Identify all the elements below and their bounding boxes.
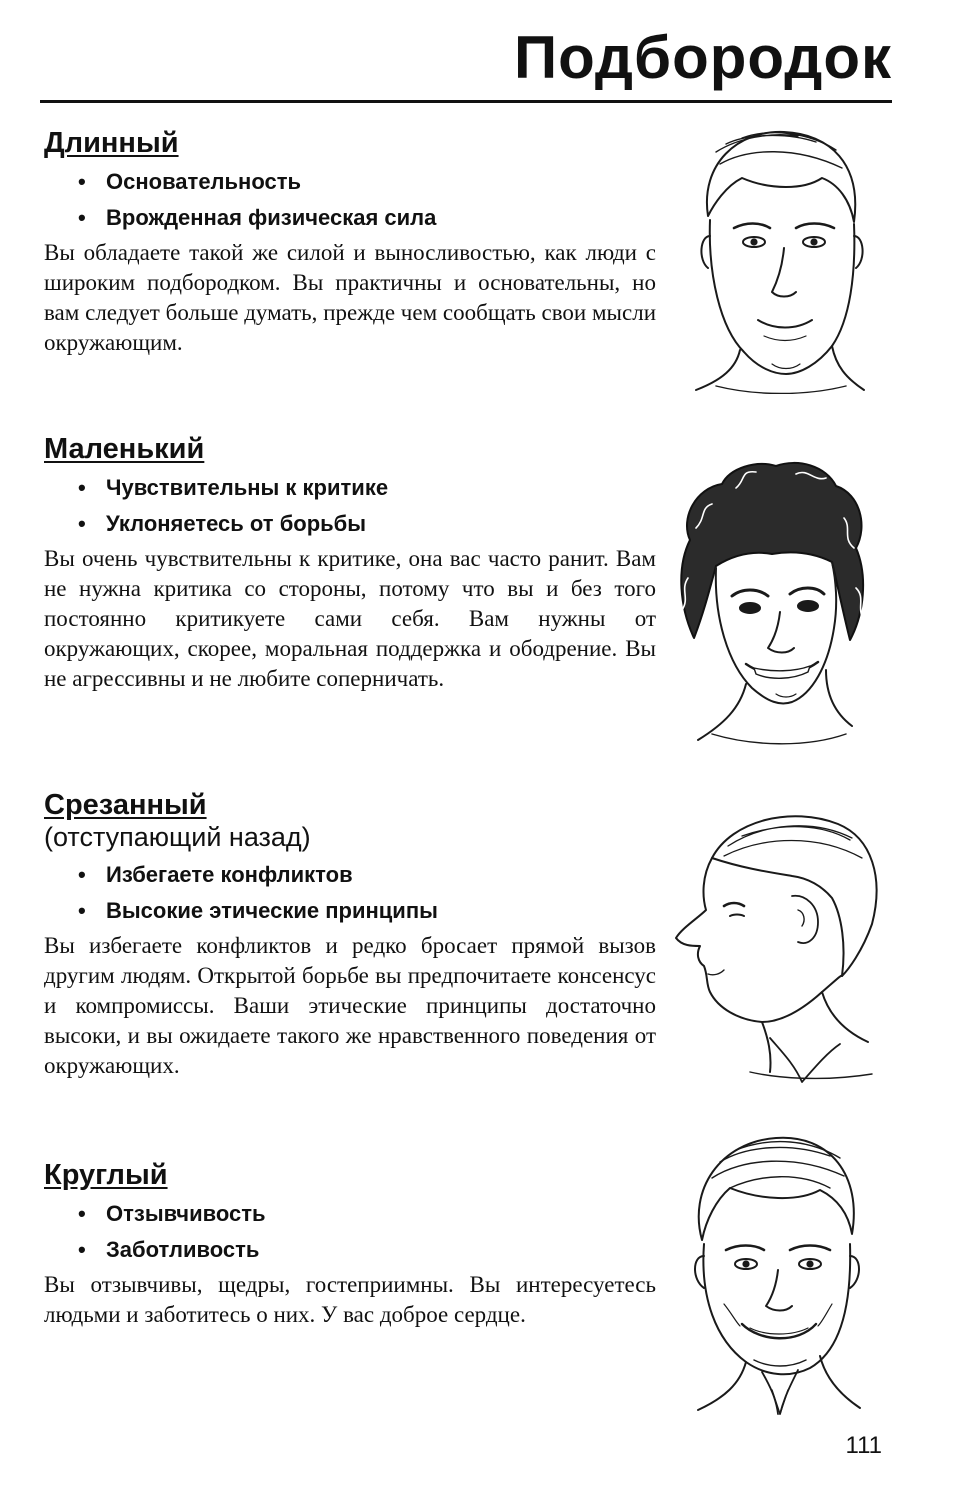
section-small xyxy=(44,434,656,694)
section-round xyxy=(44,1160,656,1330)
title-rule xyxy=(40,100,892,103)
bullet-icon: • xyxy=(78,1236,86,1262)
receding-chin-profile-icon xyxy=(672,806,884,1088)
trait-list xyxy=(44,164,656,236)
bullet-icon: • xyxy=(78,474,86,500)
section-heading: Длинный xyxy=(44,127,179,159)
round-chin-face-icon xyxy=(680,1128,870,1418)
trait-item: • Уклоняетесь от борьбы xyxy=(78,506,656,542)
trait-list xyxy=(44,857,656,929)
trait-item: • Основательность xyxy=(78,164,656,200)
trait-list xyxy=(44,470,656,542)
trait-item: • Чувствительны к критике xyxy=(78,470,656,506)
bullet-icon: • xyxy=(78,510,86,536)
trait-list xyxy=(44,1196,656,1268)
section-heading: Маленький xyxy=(44,433,205,465)
long-chin-face-icon xyxy=(686,124,872,394)
bullet-icon: • xyxy=(78,1200,86,1226)
trait-item: • Врожденная физическая сила xyxy=(78,200,656,236)
small-chin-face-icon xyxy=(676,458,866,750)
trait-item: • Заботливость xyxy=(78,1232,656,1268)
section-long xyxy=(44,128,656,358)
section-body: Вы избегаете конфликтов и редко бросает прямой вызов другим людям. Открытой борьбе вы предпочитаете консенсус и компромиссы. Ваши этические принципы достаточно высоки, и вы ожидаете такого же нравственного поведения от окружающих. xyxy=(44,932,656,1078)
section-heading: Круглый xyxy=(44,1159,168,1191)
section-body: Вы отзывчивы, щедры, гостеприимны. Вы интересуетесь людьми и заботитесь о них. У вас доброе сердце. xyxy=(44,1271,656,1327)
trait-item: • Отзывчивость xyxy=(78,1196,656,1232)
trait-item: • Высокие этические принципы xyxy=(78,893,656,929)
page-title: Подбородок xyxy=(513,24,892,91)
section-heading: Срезанный xyxy=(44,789,207,821)
bullet-icon: • xyxy=(78,897,86,923)
bullet-icon: • xyxy=(78,861,86,887)
section-body: Вы очень чувствительны к критике, она вас часто ранит. Вам не нужна критика со стороны, потому что вы и без того постоянно критикуете сами себя. Вам нужны от окружающих, скорее, моральная поддержка и ободрение. Вы не агрессивны и не любите соперничать. xyxy=(44,545,656,691)
page-number: 111 xyxy=(845,1432,882,1459)
bullet-icon: • xyxy=(78,204,86,230)
bullet-icon: • xyxy=(78,168,86,194)
section-subheading: (отступающий назад) xyxy=(44,821,311,852)
section-body: Вы обладаете такой же силой и выносливостью, как люди с широким подбородком. Вы практичны и основательны, но вам следует больше думать, прежде чем сообщать свои мысли окружающим. xyxy=(44,239,656,355)
trait-item: • Избегаете конфликтов xyxy=(78,857,656,893)
section-receding xyxy=(44,790,656,1081)
